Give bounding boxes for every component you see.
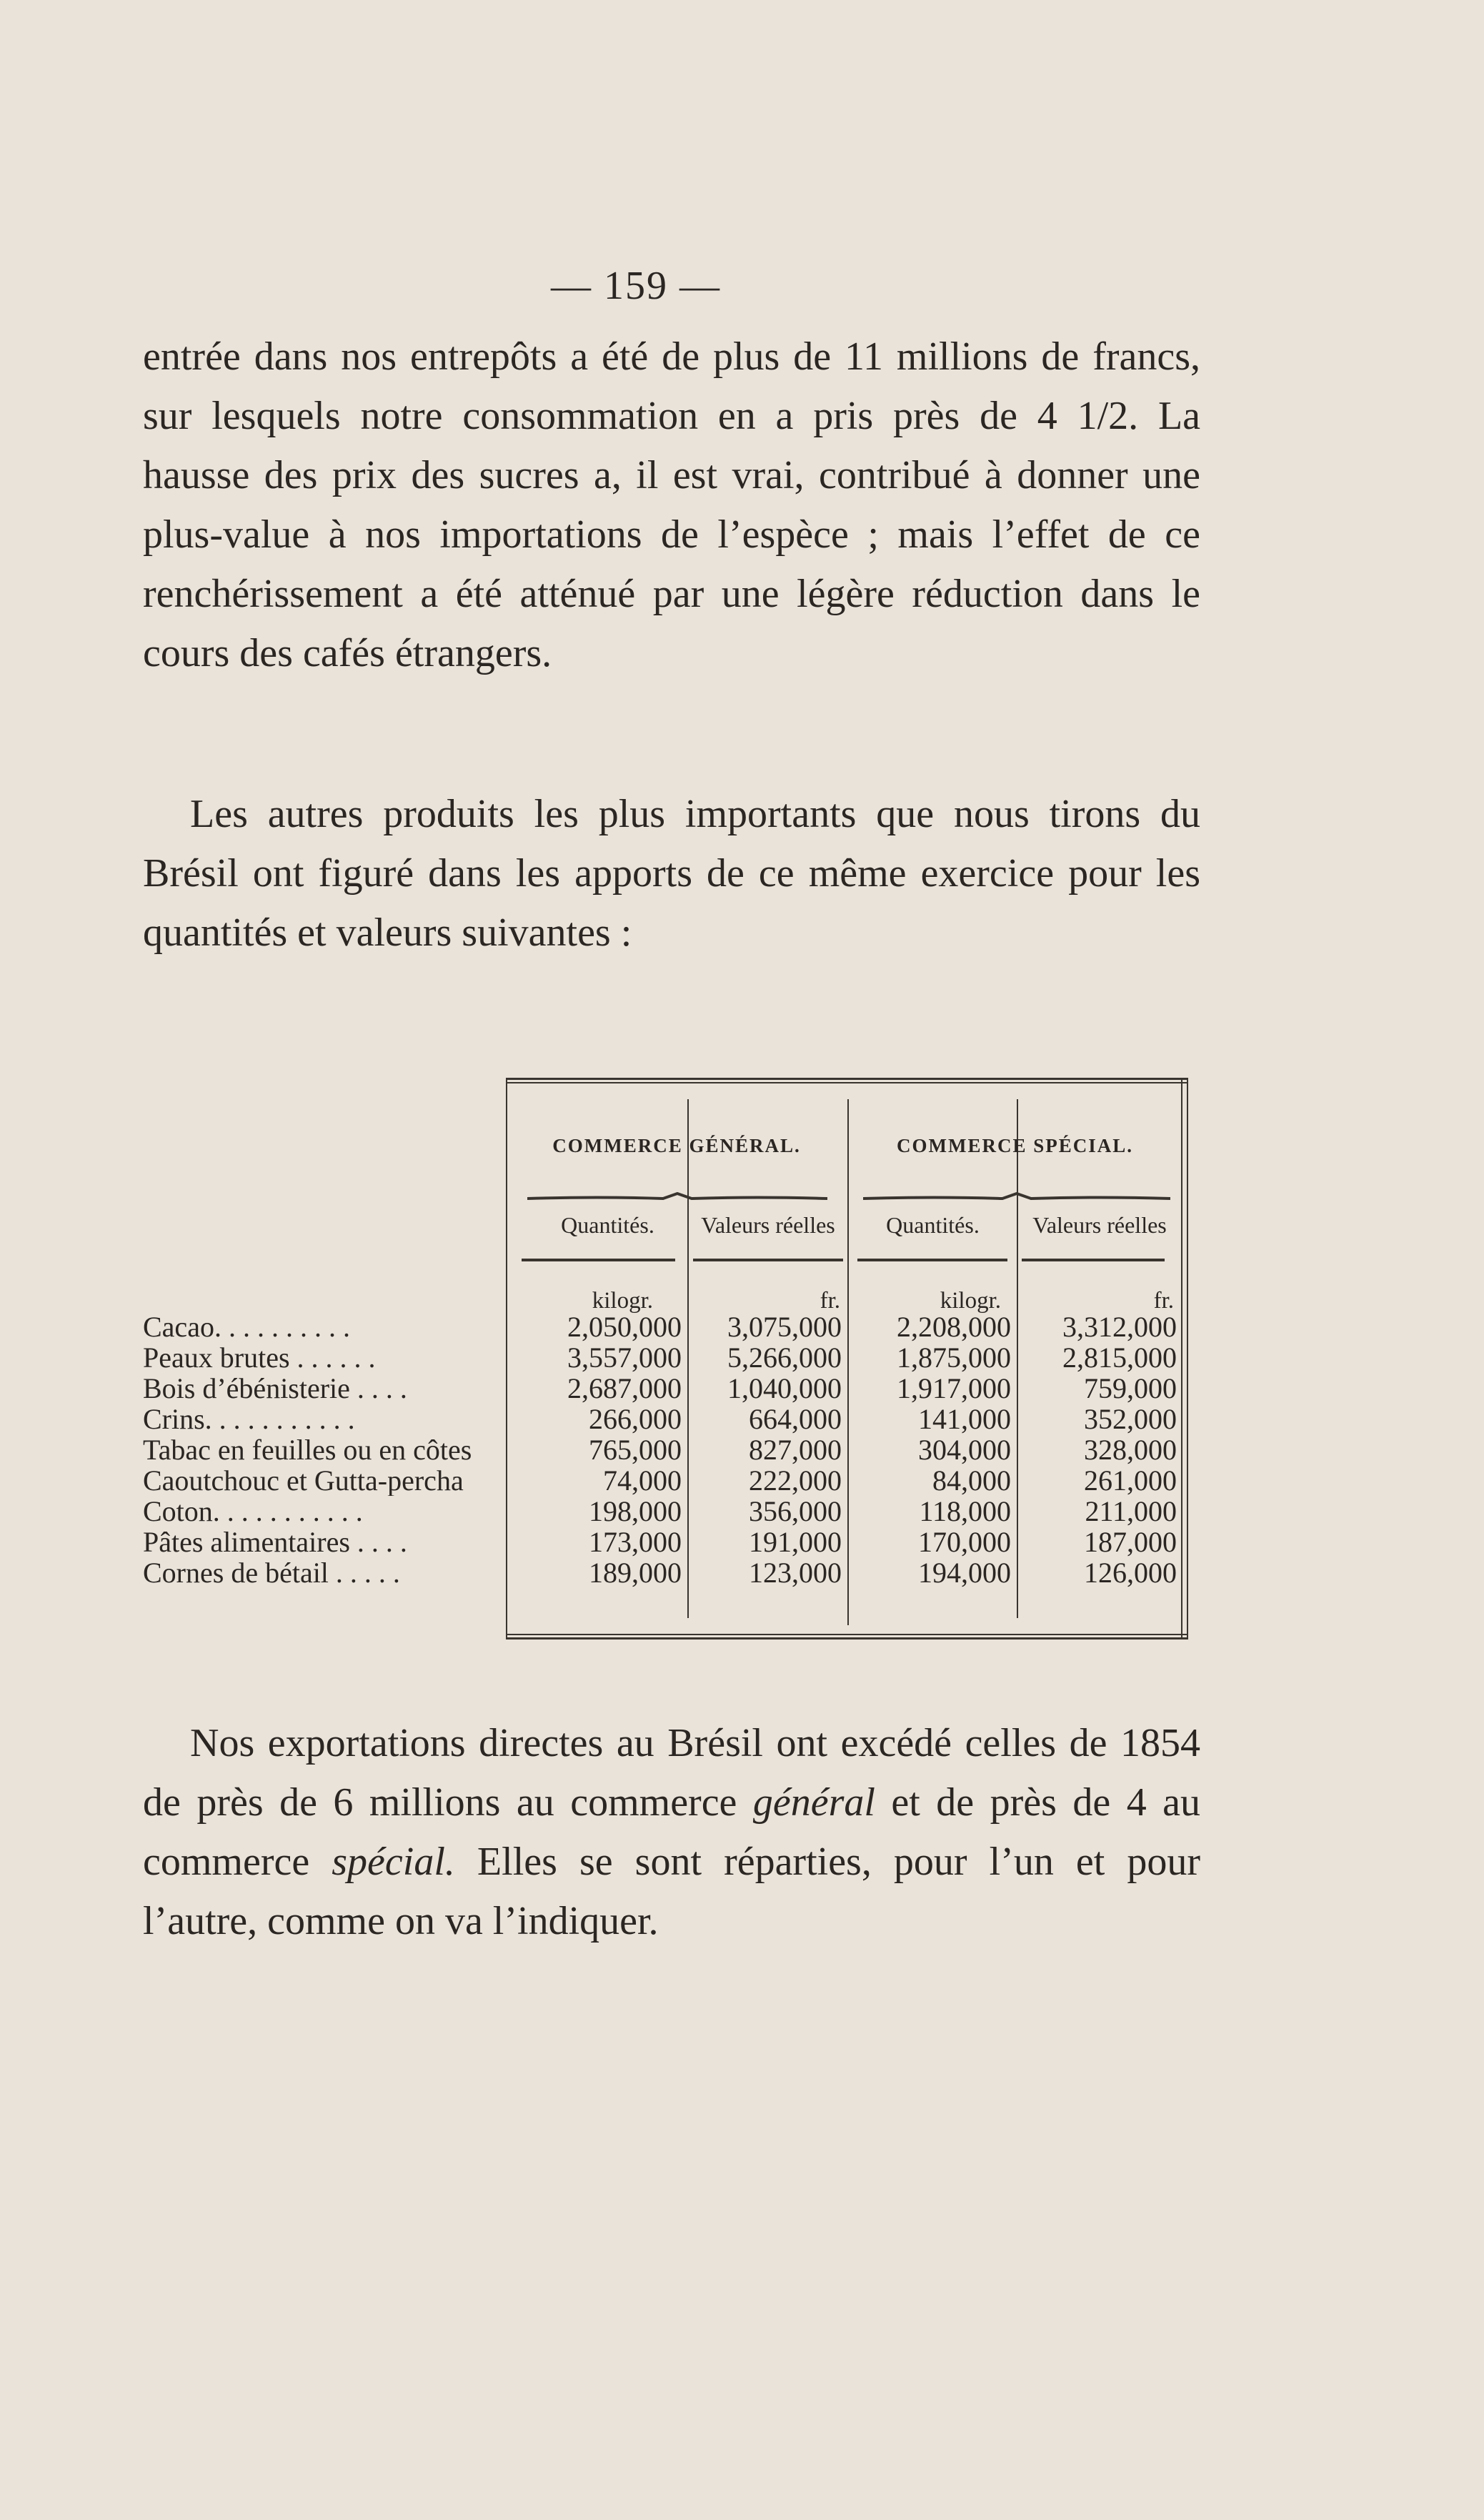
- table-cell: 765,000: [589, 1434, 682, 1466]
- table-cell: 191,000: [749, 1526, 842, 1558]
- group-header-special: COMMERCE SPÉCIAL.: [896, 1135, 1133, 1156]
- table-cell: 84,000: [932, 1464, 1011, 1497]
- column-header-quantites: Quantités.: [886, 1212, 980, 1238]
- column-rule: [522, 1259, 675, 1261]
- table-cell: 759,000: [1084, 1372, 1177, 1404]
- ornament-swash-special: [863, 1192, 1170, 1204]
- column-rule: [693, 1259, 843, 1261]
- table-cell: 664,000: [749, 1403, 842, 1435]
- unit-label: fr.: [1153, 1288, 1174, 1314]
- commerce-table: [506, 1078, 1188, 1640]
- table-cell: 328,000: [1084, 1434, 1177, 1466]
- table-cell: 3,075,000: [727, 1311, 842, 1343]
- unit-label: kilogr.: [592, 1288, 653, 1314]
- table-cell: 3,312,000: [1062, 1311, 1177, 1343]
- table-cell: 827,000: [749, 1434, 842, 1466]
- table-cell: 141,000: [918, 1403, 1011, 1435]
- table-cell: 189,000: [589, 1557, 682, 1589]
- table-cell: 1,917,000: [897, 1372, 1011, 1404]
- table-cell: 2,687,000: [567, 1372, 682, 1404]
- paragraph-2: [143, 785, 1200, 963]
- table-cell: 3,557,000: [567, 1341, 682, 1374]
- row-label: Cornes de bétail . . . . .: [143, 1557, 400, 1588]
- paragraph-1-text: entrée dans nos entrepôts a été de plus de 11 millions de francs, sur lesquels notre consommation en a pris près de 4 1/2. La hausse des prix des sucres a, il est vrai, contribué à donner une plus-value à nos importations de l’espèce ; mais l’effet de ce renchérissement a été atténué par une légère réduction dans le cours des cafés étrangers.: [143, 334, 1200, 675]
- group-header-general: COMMERCE GÉNÉRAL.: [552, 1135, 801, 1156]
- ornament-swash-general: [527, 1192, 827, 1204]
- table-cell: 187,000: [1084, 1526, 1177, 1558]
- table-cell: 5,266,000: [727, 1341, 842, 1374]
- column-special-quantites: [849, 1311, 1011, 1588]
- table-cell: 74,000: [603, 1464, 682, 1497]
- text-run: Nos exportations directes au Brésil ont excédé celles de 1854 de près de 6 millions au commerce: [143, 1721, 1200, 1825]
- table-cell: 2,815,000: [1062, 1341, 1177, 1374]
- column-general-quantites: [506, 1311, 682, 1588]
- paragraph-1: [143, 327, 1200, 683]
- page-number: — 159 —: [551, 264, 721, 308]
- table-cell: 261,000: [1084, 1464, 1177, 1497]
- column-general-valeurs: [689, 1311, 842, 1588]
- row-label: Cacao. . . . . . . . . .: [143, 1311, 350, 1342]
- table-cell: 2,208,000: [897, 1311, 1011, 1343]
- column-header-quantites: Quantités.: [561, 1212, 654, 1238]
- table-cell: 304,000: [918, 1434, 1011, 1466]
- column-header-valeurs: Valeurs réelles: [1032, 1212, 1167, 1238]
- italic-general: général: [752, 1780, 875, 1825]
- table-cell: 173,000: [589, 1526, 682, 1558]
- table-bottom-rule: [506, 1634, 1188, 1640]
- table-cell: 198,000: [589, 1495, 682, 1527]
- unit-label: kilogr.: [940, 1288, 1001, 1314]
- table-cell: 1,875,000: [897, 1341, 1011, 1374]
- table-cell: 170,000: [918, 1526, 1011, 1558]
- table-right-rule: [1181, 1078, 1188, 1640]
- table-cell: 194,000: [918, 1557, 1011, 1589]
- unit-label: fr.: [820, 1288, 840, 1314]
- table-cell: 2,050,000: [567, 1311, 682, 1343]
- text-run: Elles se sont réparties, pour l’un et pour l’autre, comme on va l’indiquer.: [143, 1840, 1200, 1943]
- table-cell: 126,000: [1084, 1557, 1177, 1589]
- table-cell: 266,000: [589, 1403, 682, 1435]
- text-run: et de près de 4 au commerce: [143, 1780, 1201, 1884]
- row-label: Tabac en feuilles ou en côtes: [143, 1434, 472, 1465]
- table-top-rule: [506, 1078, 1188, 1083]
- row-label: Bois d’ébénisterie . . . .: [143, 1373, 407, 1404]
- row-label: Coton. . . . . . . . . . .: [143, 1496, 363, 1527]
- row-label: Pâtes alimentaires . . . .: [143, 1527, 407, 1557]
- column-rule: [857, 1259, 1007, 1261]
- column-rule: [1022, 1259, 1165, 1261]
- table-cell: 356,000: [749, 1495, 842, 1527]
- row-label: Caoutchouc et Gutta-percha: [143, 1465, 464, 1496]
- table-row-labels: [143, 1311, 506, 1588]
- row-label: Peaux brutes . . . . . .: [143, 1342, 376, 1373]
- paragraph-3-text: [143, 1714, 1200, 1951]
- column-header-valeurs: Valeurs réelles: [701, 1212, 835, 1238]
- table-cell: 1,040,000: [727, 1372, 842, 1404]
- italic-special: spécial.: [332, 1840, 455, 1884]
- column-special-valeurs: [1018, 1311, 1177, 1588]
- table-cell: 211,000: [1085, 1495, 1177, 1527]
- row-label: Crins. . . . . . . . . . .: [143, 1404, 355, 1434]
- table-cell: 118,000: [919, 1495, 1011, 1527]
- paragraph-2-text: Les autres produits les plus importants que nous tirons du Brésil ont figuré dans les apports de ce même exercice pour les quantités et valeurs suivantes :: [143, 792, 1200, 955]
- table-cell: 123,000: [749, 1557, 842, 1589]
- table-cell: 222,000: [749, 1464, 842, 1497]
- paragraph-3: [143, 1714, 1200, 1951]
- table-cell: 352,000: [1084, 1403, 1177, 1435]
